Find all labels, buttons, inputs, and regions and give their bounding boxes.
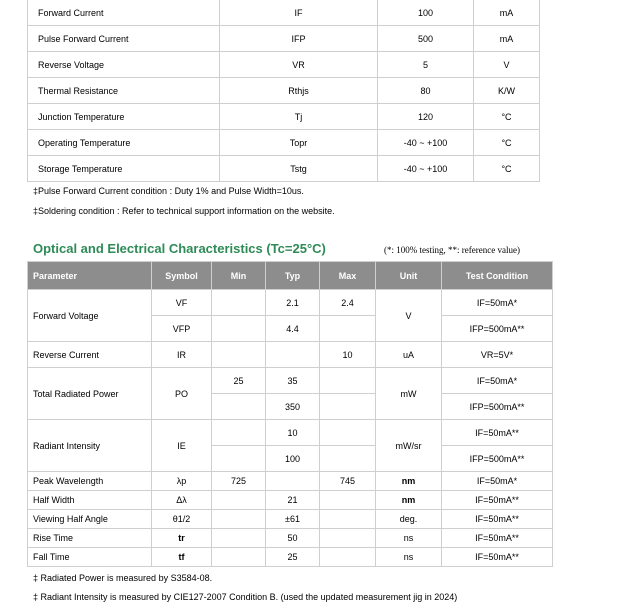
symbol-cell: λp [152,472,212,491]
condition-cell: IFP=500mA** [442,446,553,472]
param-total-radiated-power: Total Radiated Power [28,368,152,420]
typ-cell: 350 [266,394,320,420]
unit-cell: mW/sr [376,420,442,472]
rating-param: Junction Temperature [28,104,220,130]
rating-symbol: Tj [220,104,378,130]
typ-cell: 35 [266,368,320,394]
rating-value: 5 [378,52,474,78]
min-cell [212,510,266,529]
min-cell [212,394,266,420]
condition-cell: IF=50mA** [442,529,553,548]
condition-cell: IF=50mA* [442,290,553,316]
min-cell [212,491,266,510]
rating-symbol: VR [220,52,378,78]
rating-value: 500 [378,26,474,52]
rating-value: -40 ~ +100 [378,130,474,156]
radiant-intensity-note: ‡ Radiant Intensity is measured by CIE127-2007 Condition B. (used the updated measurement jig in 2024) [33,592,458,602]
rating-symbol: Tstg [220,156,378,182]
header-symbol: Symbol [152,262,212,290]
max-cell [320,510,376,529]
typ-cell: ±61 [266,510,320,529]
table-row [28,52,540,78]
soldering-note: ‡Soldering condition : Refer to technical support information on the website. [33,206,335,216]
typ-cell [266,342,320,368]
min-cell: 725 [212,472,266,491]
rating-unit: mA [474,26,540,52]
rating-unit: °C [474,130,540,156]
testing-note: (*: 100% testing, **: reference value) [384,245,520,255]
param-viewing-half-angle: Viewing Half Angle [28,510,152,529]
unit-cell: deg. [376,510,442,529]
param-forward-voltage: Forward Voltage [28,290,152,342]
table-row [28,420,553,446]
symbol-cell: PO [152,368,212,420]
rating-symbol: IFP [220,26,378,52]
rating-unit: K/W [474,78,540,104]
min-cell [212,548,266,567]
symbol-cell: Δλ [152,491,212,510]
table-row [28,529,553,548]
unit-cell: mW [376,368,442,420]
typ-cell: 10 [266,420,320,446]
rating-param: Pulse Forward Current [28,26,220,52]
header-max: Max [320,262,376,290]
header-parameter: Parameter [28,262,152,290]
rating-unit: °C [474,156,540,182]
rating-value: 80 [378,78,474,104]
typ-cell: 4.4 [266,316,320,342]
condition-cell: IF=50mA** [442,491,553,510]
max-cell [320,316,376,342]
condition-cell: IFP=500mA** [442,394,553,420]
min-cell [212,529,266,548]
table-row [28,0,540,26]
param-fall-time: Fall Time [28,548,152,567]
max-cell: 745 [320,472,376,491]
rating-symbol: IF [220,0,378,26]
unit-cell: nm [376,491,442,510]
max-cell [320,394,376,420]
header-test-condition: Test Condition [442,262,553,290]
max-cell [320,548,376,567]
absolute-ratings-table [27,0,540,182]
condition-cell: IF=50mA** [442,548,553,567]
symbol-cell: θ1/2 [152,510,212,529]
radiated-power-note: ‡ Radiated Power is measured by S3584-08. [33,573,213,583]
rating-param: Thermal Resistance [28,78,220,104]
table-header-row [28,262,553,290]
param-radiant-intensity: Radiant Intensity [28,420,152,472]
param-half-width: Half Width [28,491,152,510]
param-peak-wavelength: Peak Wavelength [28,472,152,491]
header-typ: Typ [266,262,320,290]
unit-cell: ns [376,529,442,548]
rating-symbol: Rthjs [220,78,378,104]
symbol-cell: IE [152,420,212,472]
table-row [28,290,553,316]
condition-cell: IF=50mA** [442,420,553,446]
rating-unit: mA [474,0,540,26]
unit-cell: ns [376,548,442,567]
rating-param: Forward Current [28,0,220,26]
min-cell [212,290,266,316]
table-row [28,26,540,52]
condition-cell: IFP=500mA** [442,316,553,342]
table-row [28,104,540,130]
table-row [28,368,553,394]
header-unit: Unit [376,262,442,290]
rating-param: Operating Temperature [28,130,220,156]
symbol-cell: tr [152,529,212,548]
max-cell [320,491,376,510]
header-min: Min [212,262,266,290]
param-rise-time: Rise Time [28,529,152,548]
symbol-cell: VF [152,290,212,316]
typ-cell: 25 [266,548,320,567]
typ-cell: 50 [266,529,320,548]
max-cell [320,368,376,394]
typ-cell: 100 [266,446,320,472]
rating-value: -40 ~ +100 [378,156,474,182]
table-row [28,510,553,529]
rating-value: 100 [378,0,474,26]
min-cell [212,342,266,368]
max-cell [320,529,376,548]
typ-cell [266,472,320,491]
table-row [28,342,553,368]
rating-param: Storage Temperature [28,156,220,182]
rating-symbol: Topr [220,130,378,156]
max-cell [320,446,376,472]
max-cell [320,420,376,446]
min-cell [212,446,266,472]
param-reverse-current: Reverse Current [28,342,152,368]
unit-cell: uA [376,342,442,368]
condition-cell: VR=5V* [442,342,553,368]
typ-cell: 21 [266,491,320,510]
table-row [28,548,553,567]
unit-cell: nm [376,472,442,491]
condition-cell: IF=50mA* [442,472,553,491]
symbol-cell: IR [152,342,212,368]
max-cell: 10 [320,342,376,368]
rating-unit: °C [474,104,540,130]
symbol-cell: tf [152,548,212,567]
table-row [28,156,540,182]
condition-cell: IF=50mA* [442,368,553,394]
table-row [28,472,553,491]
section-title: Optical and Electrical Characteristics (Tc=25°C) [33,241,326,256]
symbol-cell: VFP [152,316,212,342]
condition-cell: IF=50mA** [442,510,553,529]
min-cell [212,420,266,446]
min-cell: 25 [212,368,266,394]
rating-unit: V [474,52,540,78]
characteristics-table [27,261,553,567]
typ-cell: 2.1 [266,290,320,316]
pulse-note: ‡Pulse Forward Current condition : Duty 1% and Pulse Width=10us. [33,186,304,196]
rating-param: Reverse Voltage [28,52,220,78]
max-cell: 2.4 [320,290,376,316]
min-cell [212,316,266,342]
unit-cell: V [376,290,442,342]
table-row [28,78,540,104]
table-row [28,491,553,510]
table-row [28,130,540,156]
rating-value: 120 [378,104,474,130]
